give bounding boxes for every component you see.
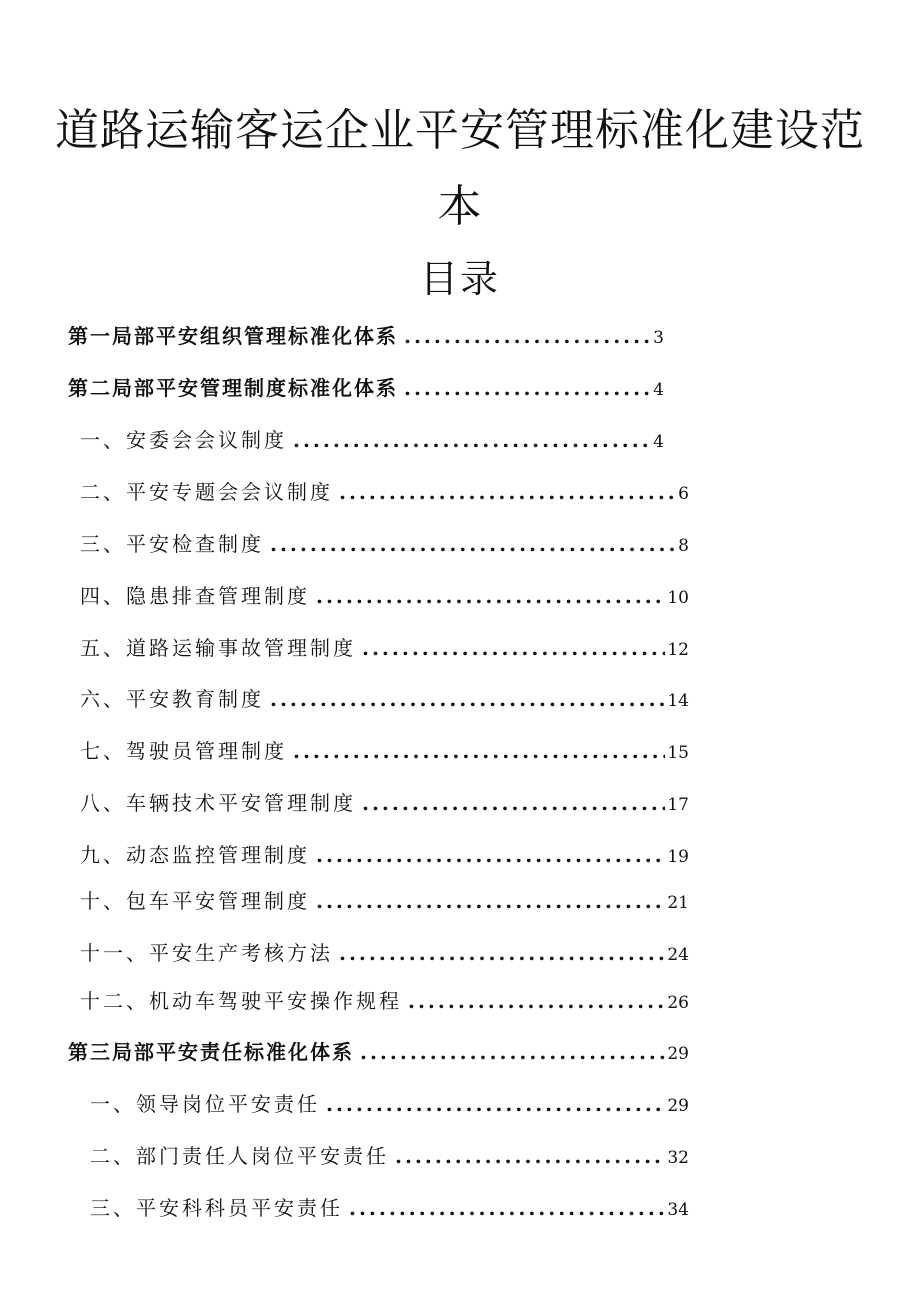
toc-entry-page: 8 bbox=[678, 536, 689, 556]
toc-leader-dots bbox=[316, 889, 665, 913]
toc-leader-dots bbox=[395, 1144, 665, 1168]
toc-leader-dots bbox=[349, 1196, 665, 1220]
toc-entry[interactable] bbox=[68, 372, 664, 401]
toc-leader-dots bbox=[404, 376, 651, 400]
document-title-line-1: 道路运输客运企业平安管理标准化建设范 bbox=[55, 105, 865, 156]
toc-entry[interactable] bbox=[80, 885, 689, 914]
toc-entry-page: 17 bbox=[667, 795, 689, 815]
toc-entry[interactable] bbox=[68, 320, 664, 349]
toc-entry[interactable] bbox=[80, 632, 689, 661]
toc-entry-label: 十、包车平安管理制度 bbox=[80, 889, 310, 913]
toc-entry-label: 七、驾驶员管理制度 bbox=[80, 739, 287, 763]
toc-leader-dots bbox=[408, 989, 665, 1013]
toc-entry-page: 3 bbox=[653, 328, 664, 348]
document-title-line-2: 本 bbox=[437, 181, 483, 232]
toc-entry-page: 19 bbox=[667, 847, 689, 867]
toc-entry-page: 4 bbox=[653, 380, 664, 400]
toc-leader-dots bbox=[293, 428, 651, 452]
toc-entry[interactable] bbox=[90, 1192, 689, 1221]
toc-entry-page: 26 bbox=[667, 993, 689, 1013]
toc-entry-label: 十二、机动车驾驶平安操作规程 bbox=[80, 989, 402, 1013]
toc-entry[interactable] bbox=[68, 1036, 689, 1065]
toc-entry-page: 10 bbox=[667, 588, 689, 608]
toc-entry[interactable] bbox=[80, 424, 664, 453]
toc-entry-page: 14 bbox=[667, 691, 689, 711]
toc-entry[interactable] bbox=[90, 1140, 689, 1169]
toc-entry-label: 第一局部平安组织管理标准化体系 bbox=[68, 324, 398, 348]
toc-entry-page: 29 bbox=[667, 1096, 689, 1116]
toc-entry-label: 十一、平安生产考核方法 bbox=[80, 941, 333, 965]
toc-leader-dots bbox=[326, 1092, 665, 1116]
toc-entry-label: 一、领导岗位平安责任 bbox=[90, 1092, 320, 1116]
toc-entry-label: 八、车辆技术平安管理制度 bbox=[80, 791, 356, 815]
toc-leader-dots bbox=[362, 791, 665, 815]
toc-heading: 目录 bbox=[419, 257, 500, 301]
toc-entry-page: 6 bbox=[678, 484, 689, 504]
toc-entry[interactable] bbox=[80, 735, 689, 764]
toc-entry-label: 九、动态监控管理制度 bbox=[80, 843, 310, 867]
toc-entry-label: 二、部门责任人岗位平安责任 bbox=[90, 1144, 389, 1168]
toc-entry-page: 4 bbox=[653, 432, 664, 452]
toc-leader-dots bbox=[339, 941, 665, 965]
toc-entry[interactable] bbox=[80, 528, 689, 557]
toc-leader-dots bbox=[360, 1040, 665, 1064]
toc-entry-label: 第二局部平安管理制度标准化体系 bbox=[68, 376, 398, 400]
toc-entry-label: 四、隐患排查管理制度 bbox=[80, 584, 310, 608]
toc-entry[interactable] bbox=[80, 787, 689, 816]
toc-entry-label: 第三局部平安责任标准化体系 bbox=[68, 1040, 354, 1064]
toc-entry-label: 六、平安教育制度 bbox=[80, 687, 264, 711]
toc-leader-dots bbox=[316, 843, 665, 867]
toc-entry[interactable] bbox=[80, 839, 689, 868]
toc-leader-dots bbox=[339, 480, 676, 504]
toc-entry-page: 21 bbox=[667, 893, 689, 913]
toc-leader-dots bbox=[293, 739, 665, 763]
toc-entry-label: 二、平安专题会会议制度 bbox=[80, 480, 333, 504]
toc-entry-page: 12 bbox=[667, 640, 689, 660]
toc-entry-page: 29 bbox=[667, 1044, 689, 1064]
toc-entry-page: 32 bbox=[667, 1148, 689, 1168]
toc-entry[interactable] bbox=[80, 683, 689, 712]
toc-entry-page: 24 bbox=[667, 945, 689, 965]
toc-entry[interactable] bbox=[90, 1088, 689, 1117]
toc-entry[interactable] bbox=[80, 985, 689, 1014]
toc-entry[interactable] bbox=[80, 937, 689, 966]
toc-leader-dots bbox=[270, 532, 676, 556]
toc-entry-page: 34 bbox=[667, 1200, 689, 1220]
toc-entry-page: 15 bbox=[667, 743, 689, 763]
toc-entry-label: 三、平安科科员平安责任 bbox=[90, 1196, 343, 1220]
toc-leader-dots bbox=[404, 324, 651, 348]
toc-leader-dots bbox=[316, 584, 665, 608]
toc-entry[interactable] bbox=[80, 476, 689, 505]
toc-entry-label: 三、平安检查制度 bbox=[80, 532, 264, 556]
toc-entry-label: 一、安委会会议制度 bbox=[80, 428, 287, 452]
toc-leader-dots bbox=[362, 636, 665, 660]
toc-entry[interactable] bbox=[80, 580, 689, 609]
toc-entry-label: 五、道路运输事故管理制度 bbox=[80, 636, 356, 660]
toc-leader-dots bbox=[270, 687, 665, 711]
